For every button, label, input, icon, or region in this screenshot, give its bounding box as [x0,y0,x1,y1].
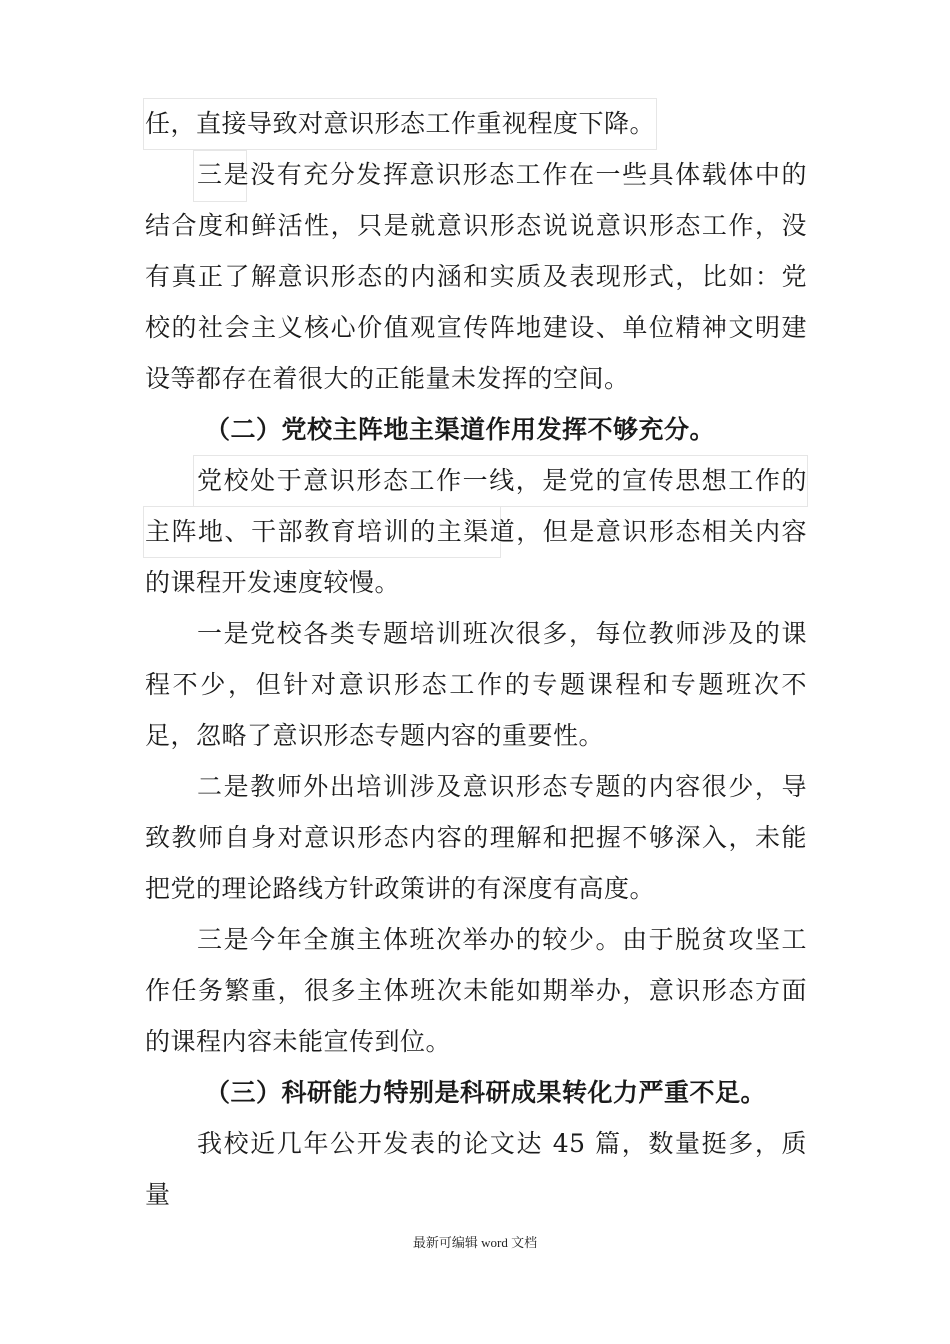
page-footer: 最新可编辑 word 文档 [412,1235,538,1250]
body-paragraph: 党校处于意识形态工作一线，是党的宣传思想工作的主阵地、干部教育培训的主渠道，但是意识形态相关内容的课程开发速度较慢。 [145,466,807,597]
section-heading: （三）科研能力特别是科研成果转化力严重不足。 [205,1078,767,1107]
body-paragraph: 二是教师外出培训涉及意识形态专题的内容很少，导致教师自身对意识形态内容的理解和把握不够深入，未能把党的理论路线方针政策讲的有深度有高度。 [145,772,807,903]
body-paragraph: 任，直接导致对意识形态工作重视程度下降。 [145,109,656,138]
section-heading: （二）党校主阵地主渠道作用发挥不够充分。 [205,415,716,444]
body-paragraph: 一是党校各类专题培训班次很多，每位教师涉及的课程不少，但针对意识形态工作的专题课程和专题班次不足，忽略了意识形态专题内容的重要性。 [145,619,807,750]
body-paragraph: 三是今年全旗主体班次举办的较少。由于脱贫攻坚工作任务繁重，很多主体班次未能如期举办，意识形态方面的课程内容未能宣传到位。 [145,925,807,1056]
body-paragraph: 三是没有充分发挥意识形态工作在一些具体载体中的结合度和鲜活性，只是就意识形态说说意识形态工作，没有真正了解意识形态的内涵和实质及表现形式，比如：党校的社会主义核心价值观宣传阵地建设、单位精神文明建设等都存在着很大的正能量未发挥的空间。 [145,160,807,393]
body-paragraph: 我校近几年公开发表的论文达 45 篇，数量挺多，质量 [145,1129,807,1209]
document-body [145,98,807,1220]
